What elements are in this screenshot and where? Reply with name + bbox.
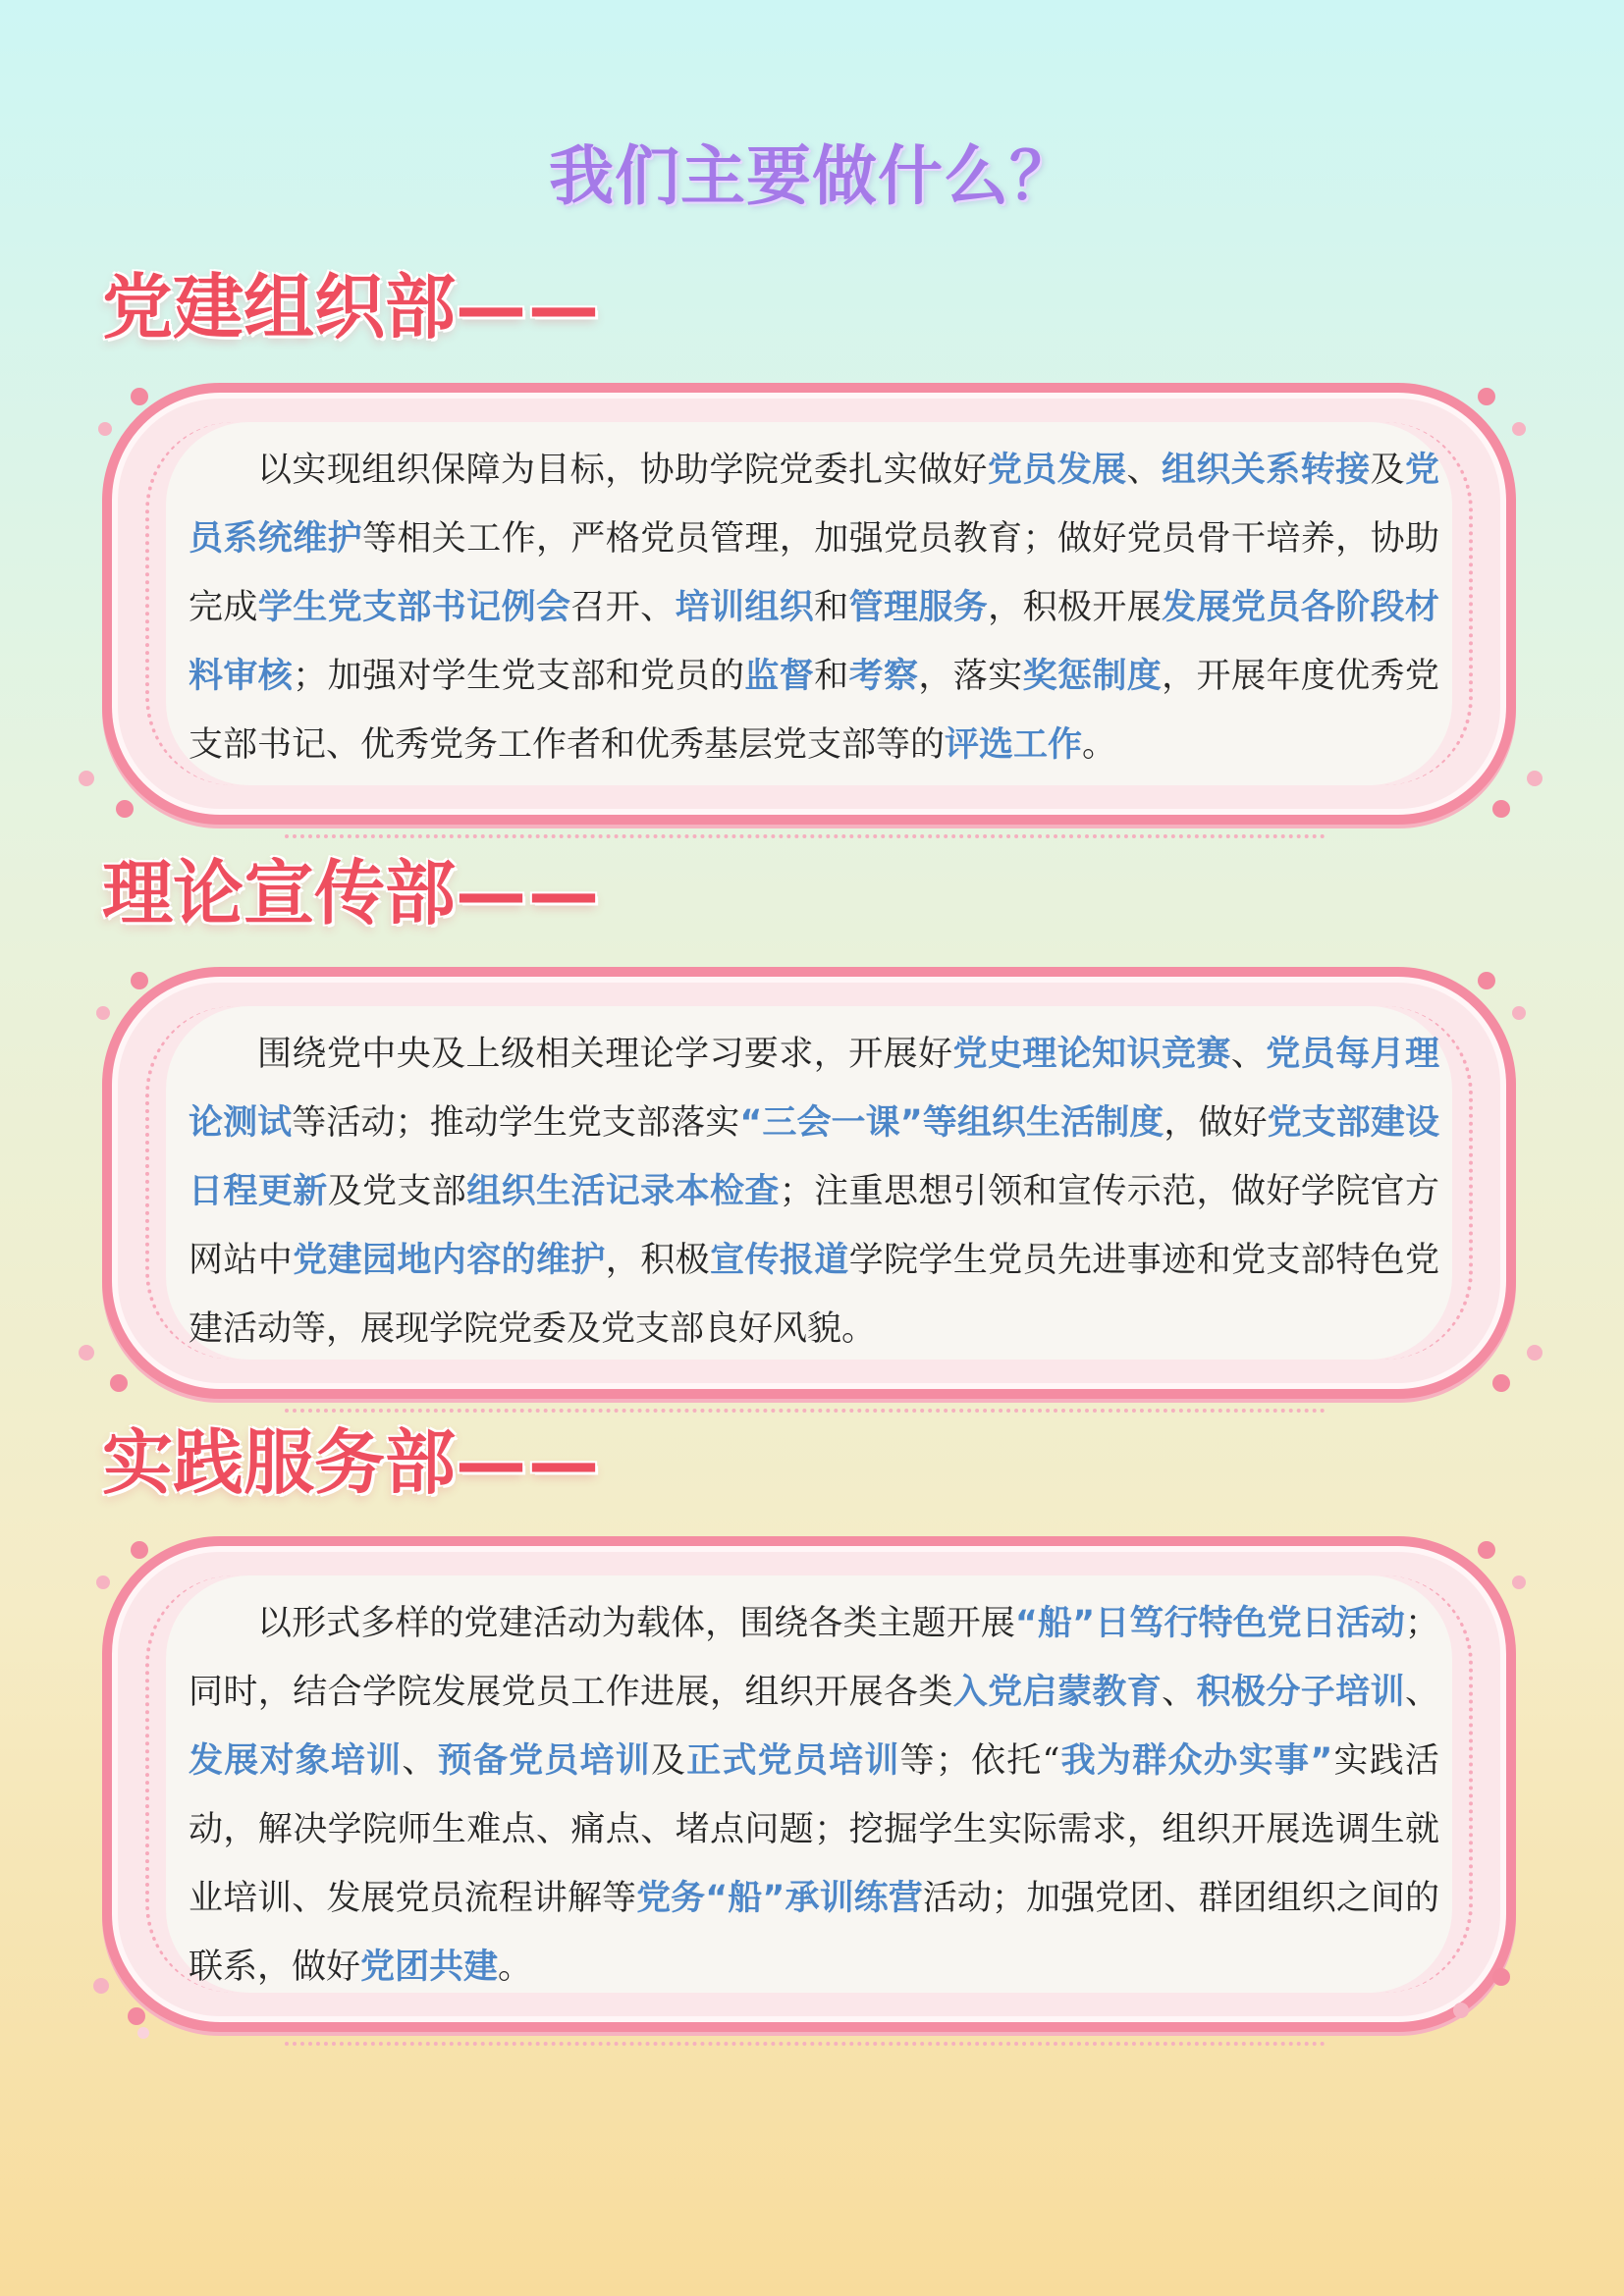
body-text-segment: 和	[814, 588, 849, 627]
body-text-segment: 及	[1370, 451, 1405, 490]
decor-dot	[79, 771, 94, 786]
body-text-segment: ，积极开展	[988, 588, 1163, 627]
section-title-text: 理论宣传部	[102, 852, 457, 934]
body-text-segment: 等相关工作，严格党员管理，加强党员教育；做好党员骨干培养，协助完成	[189, 519, 1439, 627]
highlight-term: 评选工作	[945, 725, 1083, 765]
section-title-text: 党建组织部	[102, 266, 457, 348]
highlight-term: 宣传报道	[710, 1241, 849, 1280]
body-text-segment: 及	[650, 1741, 687, 1781]
highlight-term: 监督	[744, 657, 815, 696]
section-body-text	[189, 436, 1439, 779]
highlight-term: 考察	[848, 657, 919, 696]
highlight-term: 正式党员培训	[686, 1741, 900, 1781]
section-body-text	[189, 1589, 1439, 2002]
highlight-term: 学生党支部书记例会	[257, 588, 571, 627]
section-title-text: 实践服务部	[102, 1421, 457, 1504]
highlight-term: 积极分子培训	[1196, 1673, 1405, 1712]
section-title-dash: ——	[456, 1421, 602, 1504]
section-title-dash: ——	[456, 852, 602, 934]
section-title-party-building	[102, 253, 601, 361]
decor-dot	[93, 1978, 109, 1994]
decor-dot	[1478, 1541, 1495, 1559]
highlight-term: 管理服务	[848, 588, 989, 627]
decor-dot	[128, 2007, 145, 2025]
body-text-segment: 实践活动，解决学院师生难点、痛点、堵点问题；挖掘学生实际需求，组织开展选调生就业培训、发展党员流程讲解等	[189, 1741, 1439, 1918]
highlight-term: 党史理论知识竞赛	[952, 1035, 1231, 1074]
body-text-segment: 等；依托“	[899, 1741, 1060, 1781]
highlight-term: 组织关系转接	[1161, 451, 1371, 490]
body-text-segment: ，开展年度优秀党支部书记、优秀党务工作者和优秀基层党支部等的	[189, 657, 1439, 765]
body-text-segment: 及党支部	[327, 1172, 467, 1211]
decor-dot	[110, 1374, 128, 1392]
body-text-segment: 召开、	[570, 588, 676, 627]
body-text-segment: 、	[1162, 1673, 1197, 1712]
section-body-text	[189, 1020, 1439, 1363]
highlight-term: 组织生活记录本检查	[466, 1172, 780, 1211]
decor-dotted-line	[285, 834, 1326, 838]
decor-dot	[1492, 1374, 1510, 1392]
highlight-term: “三会一课”等组织生活制度	[739, 1103, 1164, 1143]
body-text-segment: 、	[1230, 1035, 1267, 1074]
highlight-term: 发展党员各阶段材料审核	[189, 588, 1439, 696]
highlight-term: 党务“船”承训练营	[636, 1879, 923, 1918]
decor-dot	[116, 800, 134, 818]
body-text-segment: 。	[1082, 725, 1117, 765]
body-text-segment: 学院学生党员先进事迹和党支部特色党建活动等，展现学院党委及党支部良好风貌。	[189, 1241, 1439, 1349]
highlight-term: 党团共建	[360, 1948, 499, 1987]
decor-dot	[1512, 1006, 1526, 1020]
body-text-segment: 、	[1126, 451, 1162, 490]
body-text-segment: ；加强对学生党支部和党员的	[293, 657, 745, 696]
decor-dot	[137, 2027, 149, 2039]
decor-dot	[1527, 1345, 1543, 1361]
highlight-term: 入党启蒙教育	[952, 1673, 1163, 1712]
highlight-term: 党建园地内容的维护	[293, 1241, 606, 1280]
decor-dot	[1492, 1968, 1510, 1986]
body-text-segment: 等活动；推动学生党支部落实	[292, 1103, 740, 1143]
decor-dot	[1453, 2002, 1469, 2018]
body-text-segment: 、	[1404, 1673, 1439, 1712]
decor-dot	[1492, 800, 1510, 818]
section-title-theory-propaganda	[102, 839, 601, 947]
section-panel-party-building	[102, 383, 1516, 825]
decor-dot	[1478, 388, 1495, 405]
decor-dot	[1512, 1575, 1526, 1589]
body-text-segment: ，积极	[605, 1241, 710, 1280]
body-text-segment: ，落实	[918, 657, 1023, 696]
section-panel-theory-propaganda	[102, 967, 1516, 1399]
decor-dot	[1478, 972, 1495, 989]
highlight-term: 发展对象培训	[189, 1741, 403, 1781]
section-panel-practice-service	[102, 1536, 1516, 2032]
highlight-term: 党员系统维护	[189, 451, 1439, 559]
body-text-segment: 和	[814, 657, 849, 696]
highlight-term: 我为群众办实事”	[1059, 1741, 1333, 1781]
body-text-segment: ，做好	[1164, 1103, 1268, 1143]
body-text-segment: 以形式多样的党建活动为载体，围绕各类主题开展	[257, 1604, 1015, 1643]
highlight-term: 党员每月理论测试	[189, 1035, 1439, 1143]
body-text-segment: 、	[402, 1741, 438, 1781]
body-text-segment: 。	[498, 1948, 533, 1987]
body-text-segment: 围绕党中央及上级相关理论学习要求，开展好	[257, 1035, 953, 1074]
decor-dotted-line	[285, 1409, 1326, 1413]
decor-dotted-line	[285, 2042, 1326, 2046]
page-title: 我们主要做什么？	[549, 138, 1075, 214]
highlight-term: 培训组织	[675, 588, 815, 627]
decor-dot	[96, 1575, 110, 1589]
decor-dot	[96, 1006, 110, 1020]
body-text-segment: 以实现组织保障为目标，协助学院党委扎实做好	[257, 451, 988, 490]
highlight-term: 预备党员培训	[437, 1741, 651, 1781]
decor-dot	[79, 1345, 94, 1361]
highlight-term: 党支部建设日程更新	[189, 1103, 1439, 1211]
highlight-term: 党员发展	[987, 451, 1127, 490]
decor-dot	[98, 422, 112, 436]
highlight-term: 奖惩制度	[1022, 657, 1163, 696]
section-title-dash: ——	[456, 266, 602, 348]
decor-dot	[1527, 771, 1543, 786]
body-text-segment: 活动；加强党团、群团组织之间的联系，做好	[189, 1879, 1439, 1987]
decor-dot	[1512, 422, 1526, 436]
decor-dot	[131, 388, 148, 405]
decor-dot	[131, 972, 148, 989]
body-text-segment: ；注重思想引领和宣传示范，做好学院官方网站中	[189, 1172, 1439, 1280]
section-title-practice-service	[102, 1409, 601, 1517]
body-text-segment: ；同时，结合学院发展党员工作进展，组织开展各类	[189, 1604, 1439, 1712]
decor-dot	[131, 1541, 148, 1559]
highlight-term: “船”日笃行特色党日活动	[1014, 1604, 1405, 1643]
